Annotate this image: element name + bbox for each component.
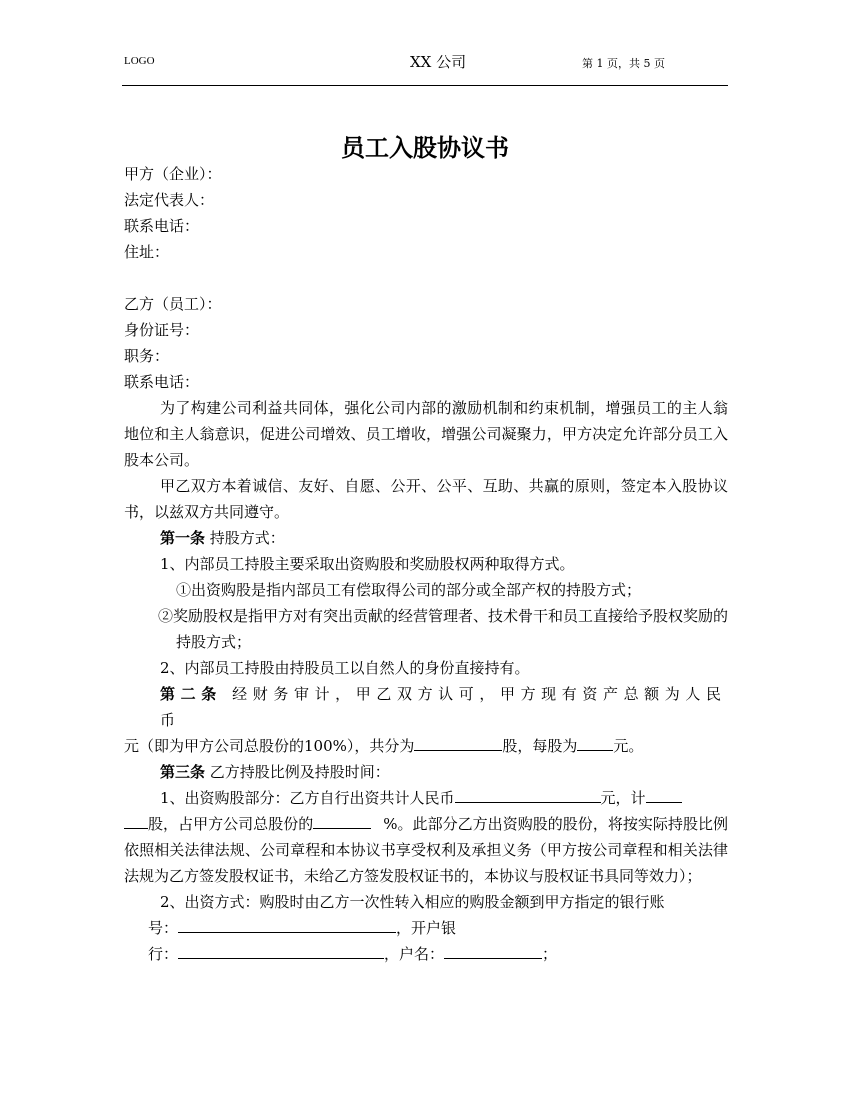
bank-label-1: ，开户银 bbox=[396, 919, 457, 937]
page-number: 第 1 页，共 5 页 bbox=[582, 57, 665, 70]
article-1-item-1b: ②奖励股权是指甲方对有突出贡献的经营管理者、技术骨干和员工直接给予股权奖励的持股方式； bbox=[158, 607, 729, 651]
article-1-heading bbox=[124, 525, 728, 551]
article-1-item-1a: ①出资购股是指内部员工有偿取得公司的部分或全部产权的持股方式； bbox=[176, 581, 642, 599]
article-2-line-1 bbox=[124, 681, 728, 733]
article-1-item-1: 1、内部员工持股主要采取出资购股和奖励股权两种取得方式。 bbox=[160, 555, 575, 573]
article-3-item-1-cont bbox=[124, 811, 728, 889]
article-1-number: 第一条 bbox=[160, 529, 206, 547]
article-2-text-2c: 元。 bbox=[613, 737, 644, 755]
account-label: 号： bbox=[148, 919, 179, 937]
account-number-blank[interactable] bbox=[178, 916, 396, 933]
account-number-line bbox=[124, 915, 728, 941]
article-2-line-2 bbox=[124, 733, 728, 759]
article-3-title: 乙方持股比例及持股时间： bbox=[205, 763, 390, 781]
account-holder-blank[interactable] bbox=[444, 942, 542, 959]
article-3-item-1b: 元，计 bbox=[600, 789, 646, 807]
article-2-text-2b: 股，每股为 bbox=[502, 737, 578, 755]
account-holder-label: ，户名： bbox=[384, 945, 445, 963]
shares-count-blank[interactable] bbox=[414, 734, 502, 751]
article-2-text-1: 经财务审计，甲乙双方认可，甲方现有资产总额为人民币 bbox=[160, 685, 727, 729]
document-body bbox=[124, 161, 728, 967]
article-3-number: 第三条 bbox=[160, 763, 206, 781]
shares-total-blank-part2[interactable] bbox=[124, 812, 148, 829]
article-2-number: 第二条 bbox=[160, 685, 222, 703]
spacer bbox=[124, 265, 728, 291]
party-a-name: 甲方（企业）： bbox=[124, 165, 222, 183]
terminator: ； bbox=[542, 945, 558, 963]
shares-total-blank-part1[interactable] bbox=[646, 786, 682, 803]
price-per-share-blank[interactable] bbox=[577, 734, 613, 751]
page-header bbox=[0, 0, 850, 90]
party-b-position: 职务： bbox=[124, 347, 170, 365]
bank-label-2: 行： bbox=[148, 945, 179, 963]
party-a-phone: 联系电话： bbox=[124, 217, 200, 235]
article-1-item-2: 2、内部员工持股由持股员工以自然人的身份直接持有。 bbox=[160, 659, 530, 677]
article-3-heading bbox=[124, 759, 728, 785]
article-3-item-1a: 1、出资购股部分：乙方自行出资共计人民币 bbox=[160, 789, 455, 807]
investment-amount-blank[interactable] bbox=[455, 786, 601, 803]
article-1-title: 持股方式： bbox=[205, 529, 285, 547]
intro-paragraph-1: 为了构建公司利益共同体，强化公司内部的激励机制和约束机制，增强员工的主人翁地位和主人翁意识，促进公司增效、员工增收，增强公司凝聚力，甲方决定允许部分员工入股本公司。 bbox=[124, 399, 728, 469]
article-3-item-2: 2、出资方式：购股时由乙方一次性转入相应的购股金额到甲方指定的银行账 bbox=[160, 893, 665, 911]
intro-paragraph-2: 甲乙双方本着诚信、友好、自愿、公开、公平、互助、共赢的原则，签定本入股协议书，以兹双方共同遵守。 bbox=[124, 477, 728, 521]
party-a-address: 住址： bbox=[124, 243, 170, 261]
article-3-item-1c: 股，占甲方公司总股份的 bbox=[148, 815, 314, 833]
bank-name-line bbox=[124, 941, 728, 967]
document-title: 员工入股协议书 bbox=[341, 133, 509, 162]
article-3-item-1 bbox=[124, 785, 728, 811]
party-b-id: 身份证号： bbox=[124, 321, 200, 339]
party-b-name: 乙方（员工）： bbox=[124, 295, 222, 313]
logo: LOGO bbox=[124, 55, 155, 67]
header-divider bbox=[122, 85, 728, 86]
article-3-item-1d: %。此部分乙方出资购股的股份，将按实际持股比例依照相关法律法规、公司章程和本协议书享受权利及承担义务（甲方按公司章程和相关法律法规为乙方签发股权证书，未给乙方签发股权证书的，本协议与股权证书具同等效力）； bbox=[124, 815, 728, 885]
percentage-blank[interactable] bbox=[313, 812, 371, 829]
article-2-text-2a: 元（即为甲方公司总股份的100%），共分为 bbox=[124, 737, 415, 755]
party-b-phone: 联系电话： bbox=[124, 373, 200, 391]
bank-name-blank[interactable] bbox=[178, 942, 384, 959]
party-a-representative: 法定代表人： bbox=[124, 191, 215, 209]
company-name: XX 公司 bbox=[410, 53, 467, 71]
